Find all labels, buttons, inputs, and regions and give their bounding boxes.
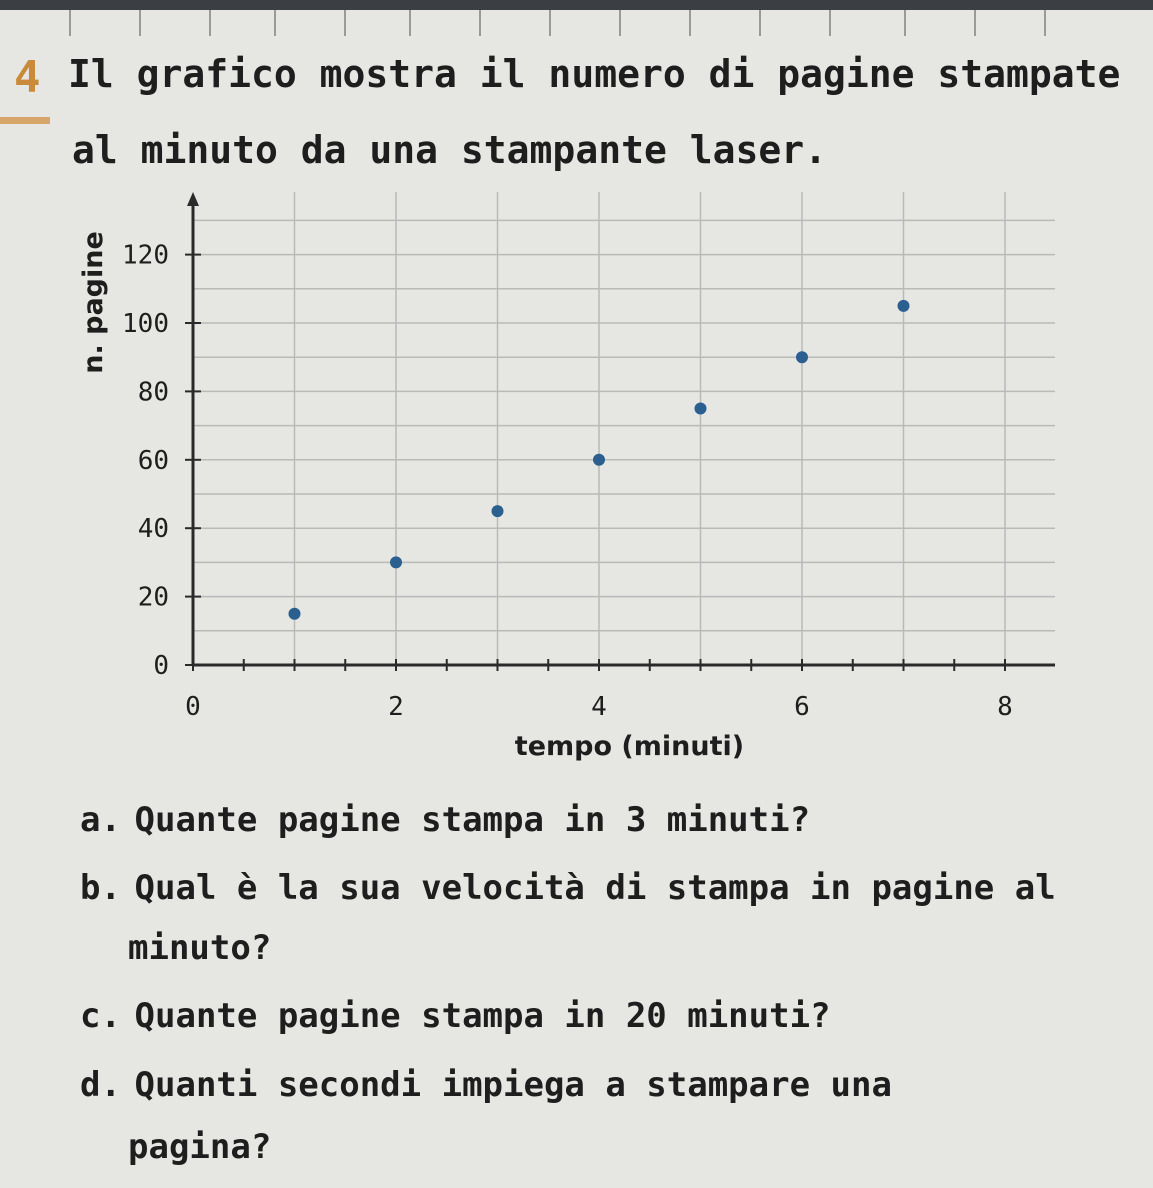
question-b xyxy=(80,868,1056,908)
data-point xyxy=(390,556,402,568)
top-ruler-marks xyxy=(0,10,1153,40)
y-tick-label: 120 xyxy=(122,240,169,271)
data-point xyxy=(289,608,301,620)
y-tick-label: 100 xyxy=(122,309,169,339)
question-a xyxy=(80,800,810,840)
y-tick-label: 0 xyxy=(153,651,169,681)
x-tick-label: 6 xyxy=(794,692,810,722)
chart-axes xyxy=(187,192,1055,665)
question-c-letter: c. xyxy=(80,996,121,1036)
x-axis-title: tempo (minuti) xyxy=(514,731,745,762)
chart-grid xyxy=(193,192,1055,665)
question-b-letter: b. xyxy=(80,868,121,908)
y-axis-arrow xyxy=(187,192,199,206)
data-point xyxy=(593,454,605,466)
question-a-letter: a. xyxy=(80,800,121,840)
prompt-line-2: al minuto da una stampante laser. xyxy=(72,128,827,172)
scatter-chart xyxy=(0,180,1153,770)
question-c-text: Quante pagine stampa in 20 minuti? xyxy=(134,996,831,1036)
question-a-text: Quante pagine stampa in 3 minuti? xyxy=(134,800,811,840)
y-axis-title: n. pagine xyxy=(78,231,109,374)
x-tick-label: 2 xyxy=(388,692,404,722)
question-d xyxy=(80,1065,892,1105)
data-point xyxy=(796,351,808,363)
question-d-letter: d. xyxy=(80,1065,121,1105)
chart-ticks xyxy=(122,241,1013,722)
y-tick-label: 80 xyxy=(137,377,169,408)
x-tick-label: 0 xyxy=(185,692,201,722)
question-b-text: Qual è la sua velocità di stampa in pagine al xyxy=(134,868,1056,908)
prompt-line-1: Il grafico mostra il numero di pagine stampate xyxy=(68,52,1121,96)
question-b-continuation: minuto? xyxy=(128,928,272,968)
exercise-number-underline xyxy=(0,117,50,124)
top-dark-strip xyxy=(0,0,1153,10)
exercise-number: 4 xyxy=(14,52,41,103)
y-tick-label: 60 xyxy=(137,445,169,476)
question-d-text: Quanti secondi impiega a stampare una xyxy=(134,1065,892,1105)
question-d-continuation: pagina? xyxy=(128,1127,272,1167)
x-tick-label: 8 xyxy=(997,692,1013,722)
x-tick-label: 4 xyxy=(591,692,607,722)
question-c xyxy=(80,996,831,1036)
y-tick-label: 40 xyxy=(137,514,169,545)
y-tick-label: 20 xyxy=(137,582,169,613)
data-point xyxy=(695,403,707,415)
data-point xyxy=(898,300,910,312)
data-point xyxy=(492,505,504,517)
